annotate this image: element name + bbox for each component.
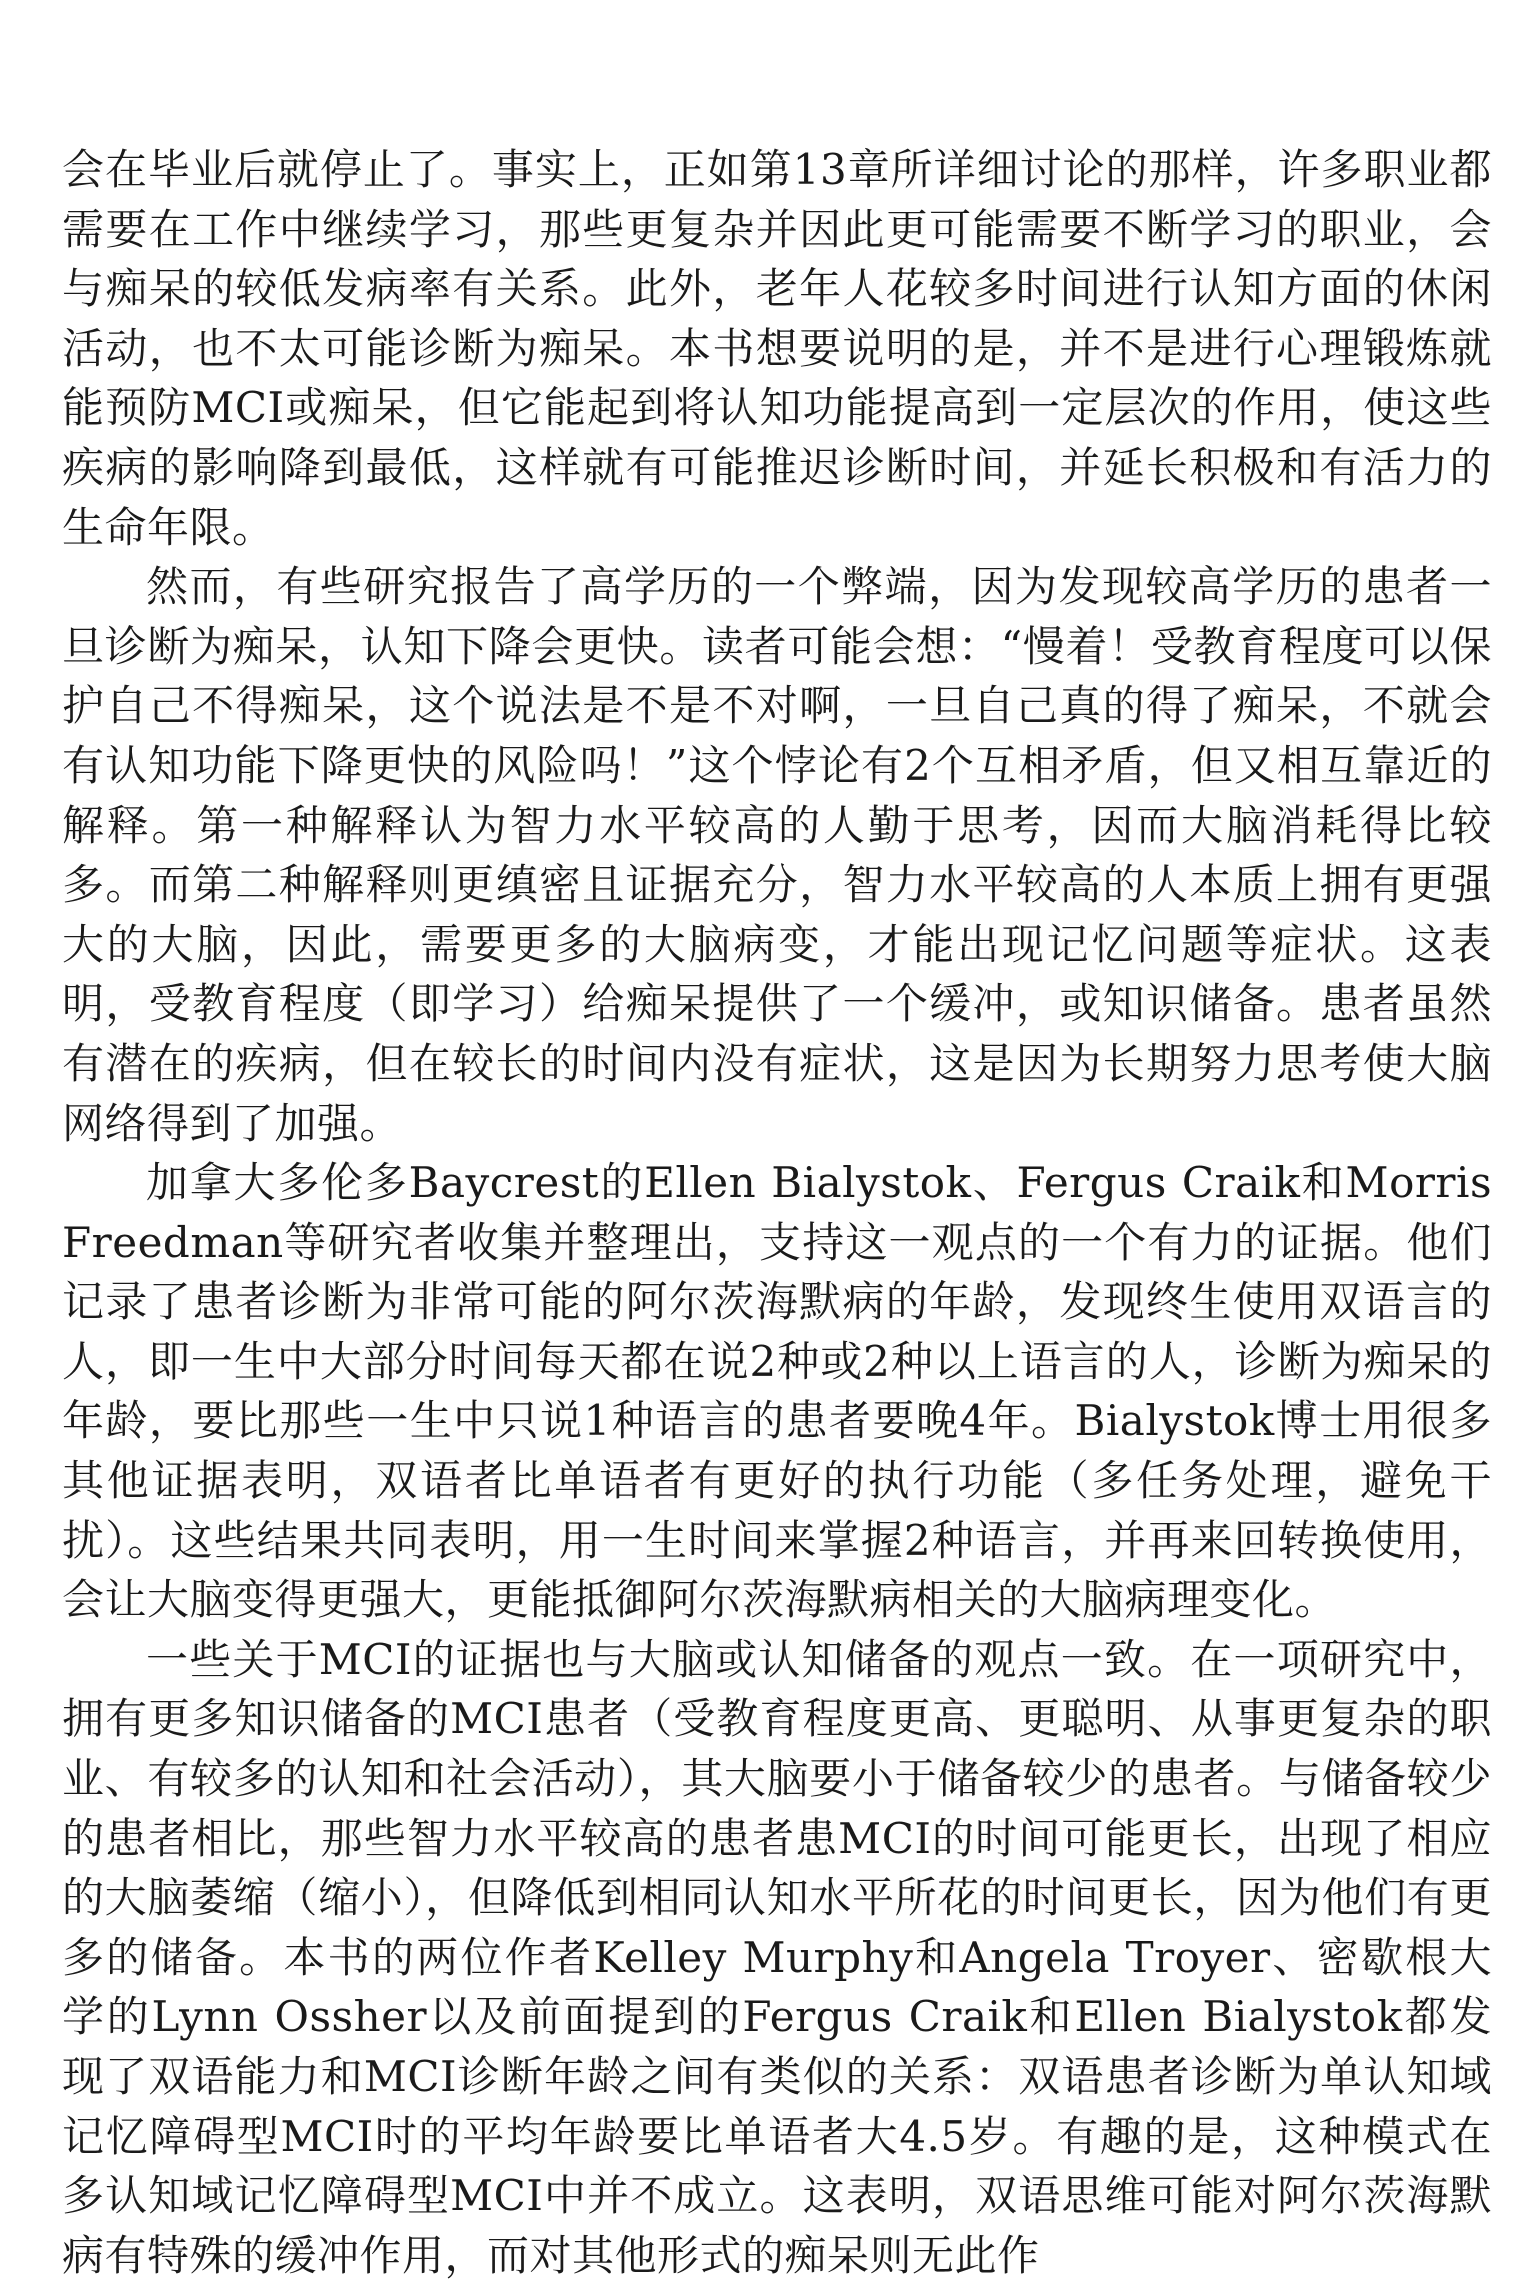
paragraph-2: 然而，有些研究报告了高学历的一个弊端，因为发现较高学历的患者一旦诊断为痴呆，认知下降会更快。读者可能会想：“慢着！受教育程度可以保护自己不得痴呆，这个说法是不是不对啊，一旦自己真的得了痴呆，不就会有认知功能下降更快的风险吗！”这个悖论有2个互相矛盾，但又相互靠近的解释。第一种解释认为智力水平较高的人勤于思考，因而大脑消耗得比较多。而第二种解释则更缜密且证据充分，智力水平较高的人本质上拥有更强大的大脑，因此，需要更多的大脑病变，才能出现记忆问题等症状。这表明，受教育程度（即学习）给痴呆提供了一个缓冲，或知识储备。患者虽然有潜在的疾病，但在较长的时间内没有症状，这是因为长期努力思考使大脑网络得到了加强。 (62, 562, 1492, 1148)
paragraph-3: 加拿大多伦多Baycrest的Ellen Bialystok、Fergus Craik和Morris Freedman等研究者收集并整理出，支持这一观点的一个有力的证据。他们记录了患者诊断为非常可能的阿尔茨海默病的年龄，发现终生使用双语言的人，即一生中大部分时间每天都在说2种或2种以上语言的人，诊断为痴呆的年龄，要比那些一生中只说1种语言的患者要晚4年。Bialystok博士用很多其他证据表明，双语者比单语者有更好的执行功能（多任务处理，避免干扰）。这些结果共同表明，用一生时间来掌握2种语言，并再来回转换使用，会让大脑变得更强大，更能抵御阿尔茨海默病相关的大脑病理变化。 (62, 1158, 1492, 1625)
page-body (62, 140, 1492, 2285)
paragraph-1: 会在毕业后就停止了。事实上，正如第13章所详细讨论的那样，许多职业都需要在工作中继续学习，那些更复杂并因此更可能需要不断学习的职业，会与痴呆的较低发病率有关系。此外，老年人花较多时间进行认知方面的休闲活动，也不太可能诊断为痴呆。本书想要说明的是，并不是进行心理锻炼就能预防MCI或痴呆，但它能起到将认知功能提高到一定层次的作用，使这些疾病的影响降到最低，这样就有可能推迟诊断时间，并延长积极和有活力的生命年限。 (62, 145, 1492, 552)
paragraph-4: 一些关于MCI的证据也与大脑或认知储备的观点一致。在一项研究中，拥有更多知识储备的MCI患者（受教育程度更高、更聪明、从事更复杂的职业、有较多的认知和社会活动），其大脑要小于储备较少的患者。与储备较少的患者相比，那些智力水平较高的患者患MCI的时间可能更长，出现了相应的大脑萎缩（缩小），但降低到相同认知水平所花的时间更长，因为他们有更多的储备。本书的两位作者Kelley Murphy和Angela Troyer、密歇根大学的Lynn Ossher以及前面提到的Fergus Craik和Ellen Bialystok都发现了双语能力和MCI诊断年龄之间有类似的关系：双语患者诊断为单认知域记忆障碍型MCI时的平均年龄要比单语者大4.5岁。有趣的是，这种模式在多认知域记忆障碍型MCI中并不成立。这表明，双语思维可能对阿尔茨海默病有特殊的缓冲作用，而对其他形式的痴呆则无此作 (62, 1634, 1492, 2280)
